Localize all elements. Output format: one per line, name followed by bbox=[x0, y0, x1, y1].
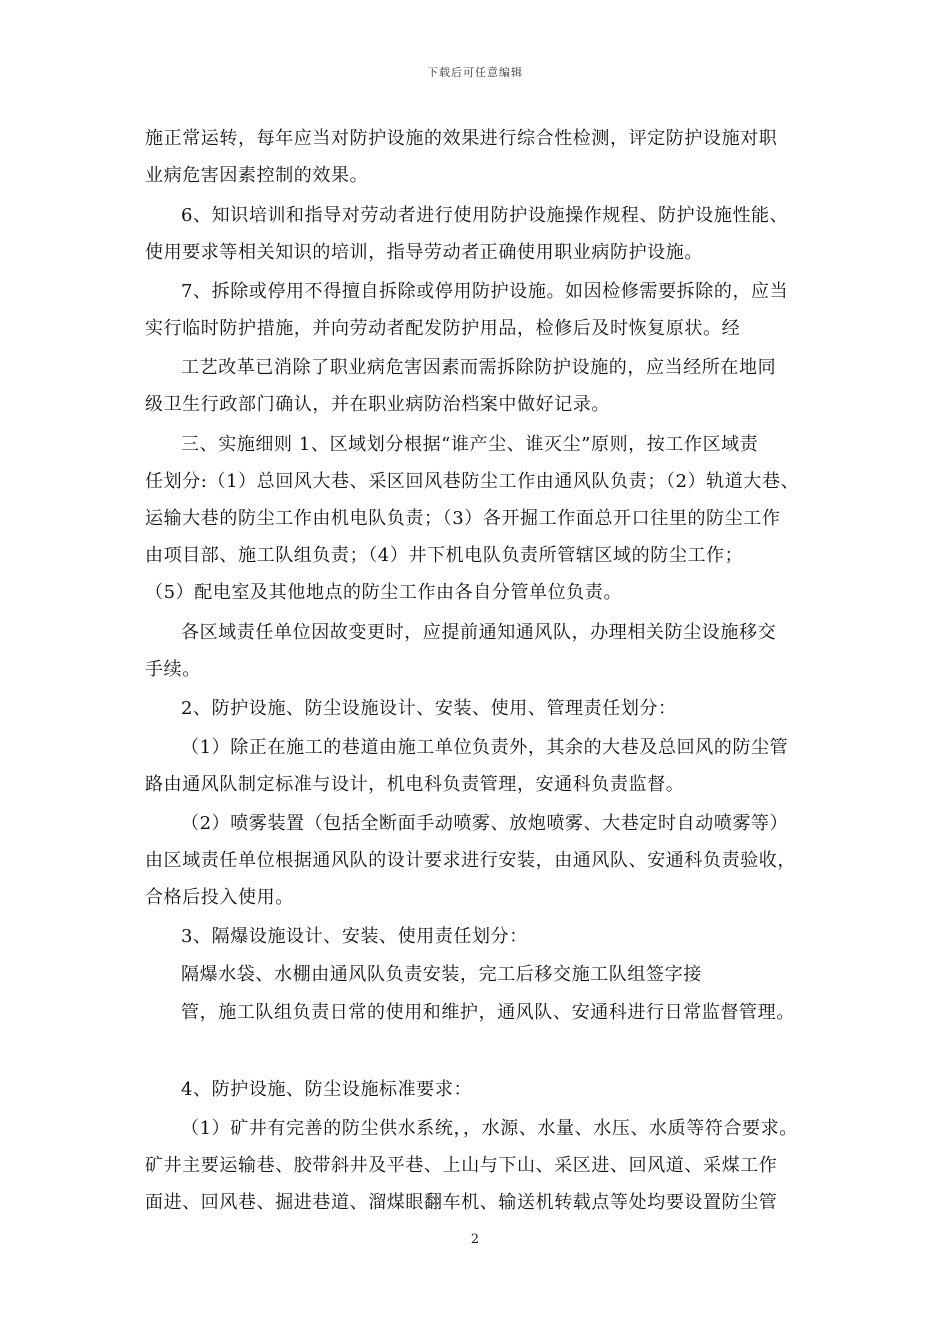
text-line: 路由通风队制定标准与设计，机电科负责管理，安通科负责监督。 bbox=[145, 774, 685, 795]
text-line: 6、知识培训和指导对劳动者进行使用防护设施操作规程、防护设施性能、 bbox=[181, 205, 789, 226]
text-line: 各区域责任单位因故变更时，应提前通知通风队，办理相关防尘设施移交 bbox=[181, 622, 777, 643]
text-line: 手续。 bbox=[145, 659, 201, 680]
text-line: 2、防护设施、防尘设施设计、安装、使用、管理责任划分： bbox=[181, 698, 677, 719]
text-line: 3、隔爆设施设计、安装、使用责任划分： bbox=[181, 926, 528, 947]
text-line: 管，施工队组负责日常的使用和维护，通风队、安通科进行日常监督管理。 bbox=[181, 1002, 795, 1023]
text-line: 级卫生行政部门确认，并在职业病防治档案中做好记录。 bbox=[145, 394, 610, 415]
text-line: 合格后投入使用。 bbox=[145, 887, 294, 908]
text-line: 7、拆除或停用不得擅自拆除或停用防护设施。如因检修需要拆除的，应当 bbox=[181, 281, 789, 302]
text-line: 隔爆水袋、水棚由通风队负责安装，完工后移交施工队组签字接 bbox=[181, 964, 702, 985]
text-line: （5）配电室及其他地点的防尘工作由各自分管单位负责。 bbox=[145, 582, 623, 603]
page-number: 2 bbox=[470, 1232, 480, 1247]
text-line: （1）矿井有完善的防尘供水系统，，水源、水量、水压、水质等符合要求。 bbox=[181, 1118, 798, 1139]
text-line: 施正常运转，每年应当对防护设施的效果进行综合性检测，评定防护设施对职 bbox=[145, 128, 778, 149]
text-line: 工艺改革已消除了职业病危害因素而需拆除防护设施的，应当经所在地同 bbox=[181, 357, 777, 378]
text-line: 实行临时防护措施，并向劳动者配发防护用品，检修后及时恢复原状。经 bbox=[145, 318, 741, 339]
text-line: 面进、回风巷、掘进巷道、溜煤眼翻车机、输送机转载点等处均要设置防尘管 bbox=[145, 1192, 778, 1213]
text-line: 由项目部、施工队组负责；（4）井下机电队负责所管辖区域的防尘工作； bbox=[145, 545, 744, 566]
text-line: 运输大巷的防尘工作由机电队负责；（3）各开掘工作面总开口往里的防尘工作 bbox=[145, 508, 781, 529]
text-line: 使用要求等相关知识的培训，指导劳动者正确使用职业病防护设施。 bbox=[145, 242, 703, 263]
text-line: 矿井主要运输巷、胶带斜井及平巷、上山与下山、采区进、回风道、采煤工作 bbox=[145, 1155, 778, 1176]
text-line: 任划分:（1）总回风大巷、采区回风巷防尘工作由通风队负责；（2）轨道大巷、 bbox=[145, 471, 800, 492]
text-line: （2）喷雾装置（包括全断面手动喷雾、放炮喷雾、大巷定时自动喷雾等） bbox=[181, 813, 789, 834]
text-line: （1）除正在施工的巷道由施工单位负责外，其余的大巷及总回风的防尘管 bbox=[181, 737, 789, 758]
text-line: 由区域责任单位根据通风队的设计要求进行安装，由通风队、安通科负责验收， bbox=[145, 850, 796, 871]
text-line: 4、防护设施、防尘设施标准要求： bbox=[181, 1079, 473, 1100]
page-header: 下载后可任意编辑 bbox=[427, 66, 523, 79]
text-line: 业病危害因素控制的效果。 bbox=[145, 165, 369, 186]
text-line: 三、实施细则 1、区域划分根据“谁产尘、谁灭尘”原则，按工作区域责 bbox=[181, 434, 759, 455]
